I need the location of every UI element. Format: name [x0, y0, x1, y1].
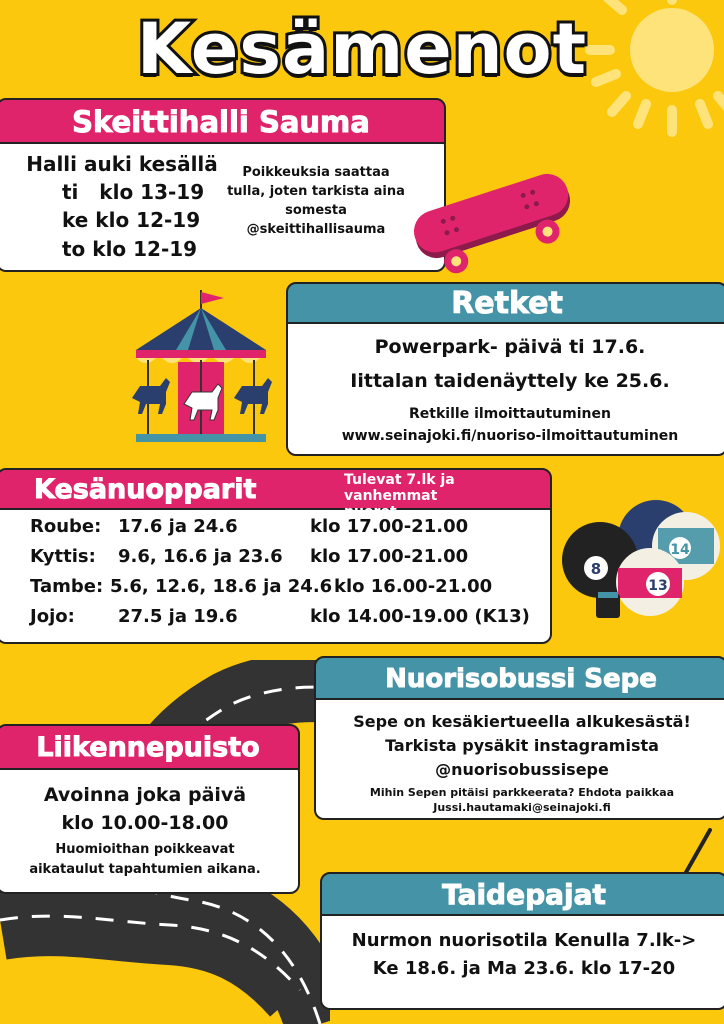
table-row [0, 516, 552, 542]
liikenne-line: klo 10.00-18.00 [61, 812, 229, 834]
taide-line: Ke 18.6. ja Ma 23.6. klo 17-20 [372, 958, 676, 979]
row-dates: 27.5 ja 19.6 [118, 606, 238, 627]
row-time: klo 14.00-19.00 (K13) [310, 606, 530, 627]
ball-label: 8 [590, 560, 602, 578]
table-row [0, 576, 552, 602]
opparit-header [0, 468, 552, 520]
row-dates: 9.6, 16.6 ja 23.6 [118, 546, 283, 567]
skate-hours-line: ti klo 13-19 [62, 180, 205, 204]
retket-signup-link[interactable]: www.seinajoki.fi/nuoriso-ilmoittautuminen [341, 428, 679, 444]
skate-note-line: somesta [285, 203, 347, 218]
opparit-title: Kesänuopparit [34, 474, 257, 505]
opparit-tag [344, 472, 494, 520]
row-dates: 17.6 ja 24.6 [118, 516, 238, 537]
row-time: klo 17.00-21.00 [310, 546, 469, 567]
table-row [0, 606, 552, 632]
bus-instagram[interactable]: @nuorisobussisepe [435, 760, 609, 779]
ball-label: 14 [670, 542, 690, 558]
skate-hours-line: to klo 12-19 [62, 237, 198, 261]
row-place: Kyttis: [30, 546, 96, 567]
carousel-icon [126, 288, 276, 450]
row-place: Tambe: [30, 576, 104, 597]
skate-header: Skeittihalli Sauma [0, 98, 446, 144]
opparit-tag-line: vanhemmat nuoret [344, 488, 438, 520]
liikenne-small: aikataulut tapahtumien aikana. [29, 862, 261, 877]
skate-note [218, 163, 414, 239]
taide-header: Taidepajat [320, 872, 724, 916]
row-place: Jojo: [30, 606, 75, 627]
bus-line: Tarkista pysäkit instagramista [385, 736, 659, 755]
billiard-balls-icon [560, 498, 724, 630]
skate-note-line: @skeittihallisauma [246, 222, 386, 237]
row-time: klo 16.00-21.00 [334, 576, 493, 597]
liikenne-small: Huomioithan poikkeavat [55, 842, 235, 857]
skate-hours-title: Halli auki kesällä [26, 152, 218, 176]
skate-hours-line: ke klo 12-19 [62, 208, 201, 232]
retket-line: Iittalan taidenäyttely ke 25.6. [350, 370, 670, 392]
table-row [0, 546, 552, 572]
opparit-tag-line: Tulevat 7.lk ja [344, 472, 455, 488]
liikenne-header: Liikennepuisto [0, 724, 300, 770]
ball-label: 13 [648, 578, 668, 594]
skateboard-icon [408, 156, 576, 278]
liikenne-line: Avoinna joka päivä [43, 784, 247, 806]
bus-email[interactable]: Jussi.hautamaki@seinajoki.fi [433, 801, 611, 814]
bus-header: Nuorisobussi Sepe [314, 656, 724, 700]
row-place: Roube: [30, 516, 102, 537]
retket-signup: Retkille ilmoittautuminen [409, 406, 611, 422]
page-title: Kesämenot [136, 8, 588, 90]
taide-line: Nurmon nuorisotila Kenulla 7.lk-> [351, 930, 697, 951]
skate-note-line: tulla, joten tarkista aina [227, 184, 405, 199]
row-time: klo 17.00-21.00 [310, 516, 469, 537]
bus-line: Sepe on kesäkiertueella alkukesästä! [353, 712, 691, 731]
retket-header: Retket [286, 282, 724, 324]
row-dates: 5.6, 12.6, 18.6 ja 24.6 [110, 576, 333, 597]
skate-note-line: Poikkeuksia saattaa [242, 165, 390, 180]
retket-line: Powerpark- päivä ti 17.6. [374, 336, 646, 358]
bus-small-line: Mihin Sepen pitäisi parkkeerata? Ehdota paikkaa [369, 786, 675, 799]
